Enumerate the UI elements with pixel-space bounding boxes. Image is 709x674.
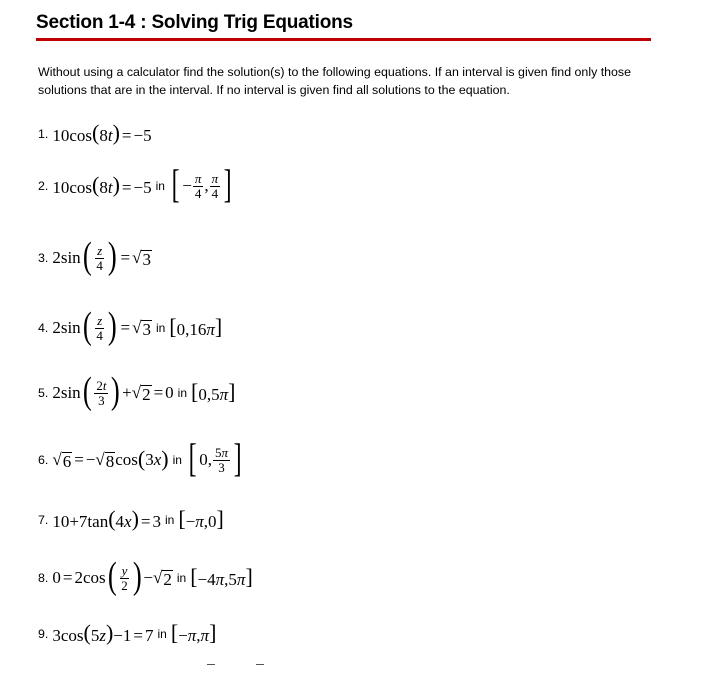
problem-2 [38,161,234,206]
clipped-mark-left [207,664,215,665]
interval-word: in [157,627,167,641]
problem-8 [38,555,253,598]
problem-7 [38,500,224,540]
problem-number: 5. [38,386,49,400]
problem-number: 3. [38,251,49,265]
problem-number: 2. [38,179,49,193]
equation: 10+7tan(4x) = 3 [52,505,161,531]
problem-number: 7. [38,513,49,527]
page-title: Section 1-4 : Solving Trig Equations [36,12,353,33]
problem-number: 8. [38,571,49,585]
interval: [−π,0] [178,505,224,531]
problem-6 [38,435,244,480]
clipped-mark-right [256,664,264,665]
equation: 10cos(8t) = −5 [52,119,152,145]
equation: 0 = 2cos ( $\frac{y}{2}$ ) − √ 2 [52,555,172,597]
equation: 10cos(8t) = −5 [52,171,152,197]
title-underline [36,38,651,41]
equation: √ 6 = − √ 8 cos ( 3 x ) [52,446,169,471]
equation: 2sin ( $\frac{2t}{3}$ ) + √ 2 = 0 [52,370,174,412]
problem-1 [38,114,152,154]
problem-number: 6. [38,453,49,467]
interval-word: in [165,513,175,527]
interval-word: in [176,571,187,585]
problem-5 [38,370,236,413]
equation: 3cos(5z)−1 = 7 [52,619,154,645]
interval-word: in [155,179,165,193]
problem-3 [38,235,152,278]
interval: [ 0, $\frac{5\pi}{3}$ ] [188,435,242,480]
interval: [−4π,5π] [190,563,253,589]
instructions: Without using a calculator find the solution(s) to the following equations. If an interval is given find only those solutions that are in the interval. If no interval is given find all solutions to the equation. [38,65,632,97]
problem-number: 1. [38,127,49,141]
interval-word: in [155,321,166,335]
problem-4 [38,305,223,348]
problem-number: 4. [38,321,49,335]
interval-word: in [177,386,187,400]
interval: [0,5π] [191,378,236,404]
interval-word: in [172,453,182,467]
equation: 2sin ( $\frac{z}{4}$ ) = √ 3 [52,235,151,277]
interval: [0,16π] [169,313,223,339]
interval: [−π,π] [170,619,217,645]
problem-number: 9. [38,627,49,641]
equation: 2sin ( $\frac{z}{4}$ ) = √ 3 [52,305,151,347]
interval: [ − $\frac{\pi}{4}$ , $\frac{\pi}{4}$ ] [171,161,232,206]
problem-9 [38,614,216,654]
